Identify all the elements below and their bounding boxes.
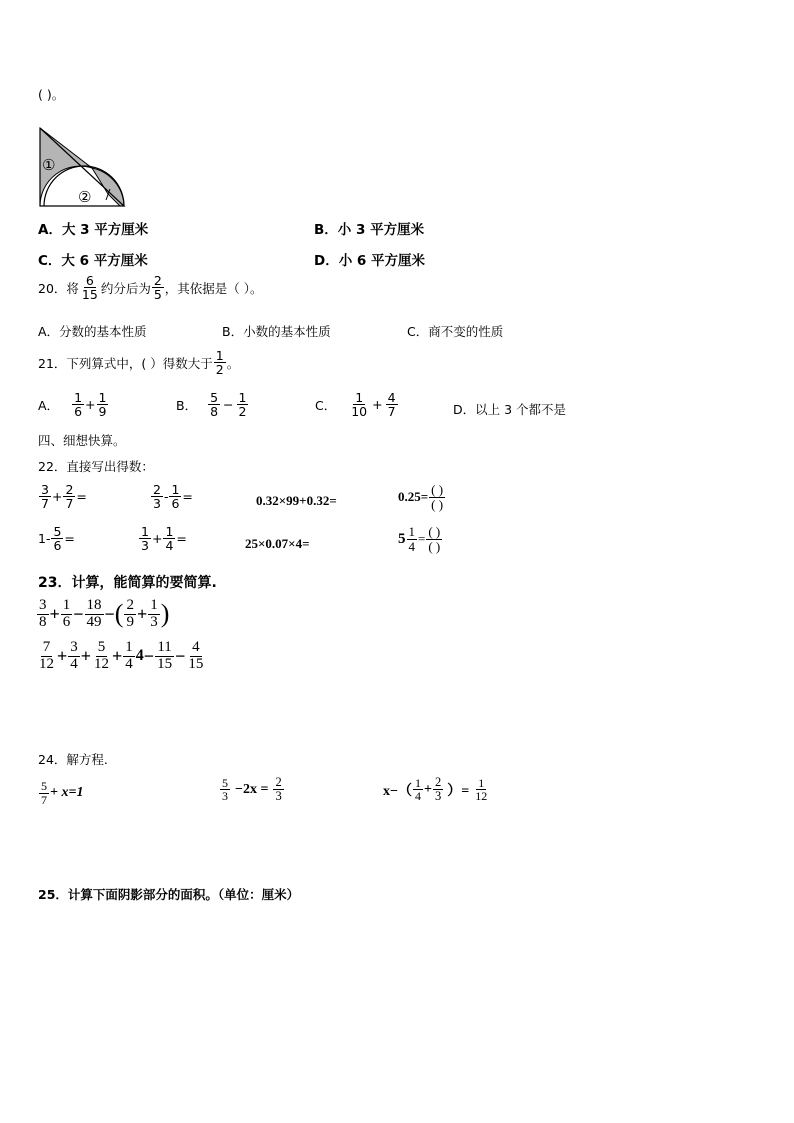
q21-option-c[interactable]: C． $\frac{1}{10}$ + $\frac{4}{7}$ xyxy=(315,390,396,420)
q22-expr-6: $\frac{1}{3}$ + $\frac{1}{4}$ = xyxy=(141,524,187,554)
q20-stem xyxy=(38,274,263,301)
q25-title: 25．计算下面阴影部分的面积。（单位：厘米） xyxy=(38,887,300,902)
q19-stem-tail: ( )。 xyxy=(38,87,65,102)
q23-expr-1: $\frac{3}{8}$ + $\frac{1}{6}$ − $\frac{18}{49}$ − ( $\frac{2}{9}$ + $\frac{1}{3}$ ) xyxy=(39,597,170,630)
q22-expr-5: 1- $\frac{5}{6}$ = xyxy=(38,524,75,554)
q20-fraction-2: $\frac{2}{5}$ xyxy=(153,273,162,303)
q19-option-a[interactable]: A．大 3 平方厘米 xyxy=(38,222,149,238)
q24-title: 24．解方程. xyxy=(38,752,108,767)
q21-pre: 21．下列算式中，( ）得数大于 xyxy=(38,355,213,371)
q24-equation-1: $\frac{5}{7}$ + x=1 xyxy=(41,779,84,807)
q21-option-b[interactable]: B． $\frac{5}{8}$ − $\frac{1}{2}$ xyxy=(176,390,247,420)
figure-label-2: ② xyxy=(78,188,92,206)
q22-expr-8: 5 $\frac{1}{4}$ = $\frac{( )}{( )}$ xyxy=(398,524,441,554)
q21-post: 。 xyxy=(226,355,240,371)
section-heading: 四、细想快算。 xyxy=(38,433,126,448)
q21-stem xyxy=(38,349,239,376)
q23-title: 23．计算，能简算的要简算. xyxy=(38,575,217,591)
figure-label-1: ① xyxy=(42,156,56,174)
q22-expr-7: 25×0.07×4= xyxy=(245,536,310,551)
q20-option-c[interactable]: C．商不变的性质 xyxy=(407,324,504,339)
q20-pre: 20．将 xyxy=(38,280,79,296)
q22-expr-1: $\frac{3}{7}$ + $\frac{2}{7}$ = xyxy=(41,482,87,512)
q21-option-d[interactable]: D．以上 3 个都不是 xyxy=(453,402,567,417)
q20-fraction-1: $\frac{6}{15}$ xyxy=(81,273,98,303)
q20-post: ，其依据是（ ）。 xyxy=(164,280,263,296)
q24-equation-2: $\frac{5}{3}$ −2x = $\frac{2}{3}$ xyxy=(222,775,282,804)
q19-option-c[interactable]: C．大 6 平方厘米 xyxy=(38,253,148,269)
q19-option-b[interactable]: B．小 3 平方厘米 xyxy=(314,222,425,238)
q19-option-d[interactable]: D．小 6 平方厘米 xyxy=(314,253,425,269)
q20-option-b[interactable]: B．小数的基本性质 xyxy=(222,324,331,339)
q20-mid: 约分后为 xyxy=(100,280,151,296)
q19-figure xyxy=(34,124,134,209)
q21-fraction: $\frac{1}{2}$ xyxy=(215,348,224,378)
q22-expr-3: 0.32×99+0.32= xyxy=(256,493,337,508)
q22-expr-4: 0.25= $\frac{( )}{( )}$ xyxy=(398,482,444,512)
q22-expr-2: $\frac{2}{3}$ - $\frac{1}{6}$ = xyxy=(153,482,193,512)
q23-expr-2: $\frac{7}{12}$ + $\frac{3}{4}$ + $\frac{5}{12}$ + $\frac{1}{4}$ 4 − $\frac{11}{15}$ − $\frac{4}{15}$ xyxy=(39,639,204,672)
q22-title: 22．直接写出得数： xyxy=(38,459,154,474)
q24-equation-3: x−（ $\frac{1}{4}$ + $\frac{2}{3}$ ）= $\frac{1}{12}$ xyxy=(383,775,488,804)
q20-option-a[interactable]: A．分数的基本性质 xyxy=(38,324,147,339)
q21-option-a[interactable]: A． $\frac{1}{6}$ + $\frac{1}{9}$ xyxy=(38,390,107,420)
